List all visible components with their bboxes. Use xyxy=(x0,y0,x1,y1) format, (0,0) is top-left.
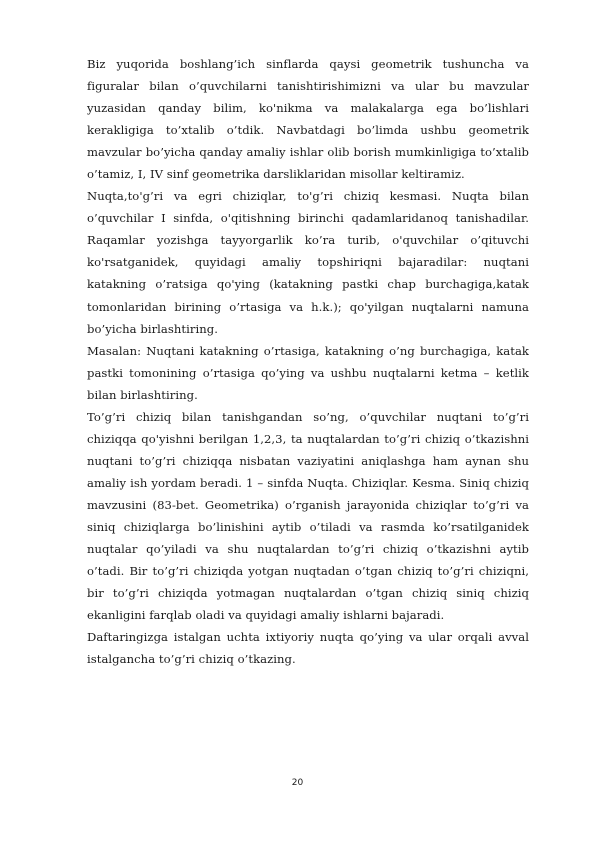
page-number: 20 xyxy=(291,778,304,788)
body-text xyxy=(87,53,529,670)
paragraph-intro: Biz yuqorida boshlang’ich sinflarda qaysi geometrik tushuncha va figuralar bilan o’quvchilarni tanishtirishimizni va ular bu mavzular yuzasidan qanday bilim, ko'nikma va malakalarga ega bo’lishlari kerakligiga to’xtalib o’tdik. Navbatdagi bo’limda ushbu geometrik mavzular bo’yicha qanday amaliy ishlar olib borish mumkinligiga to’xtalib o’tamiz, I, IV sinf geometrika darsliklaridan misollar keltiramiz. xyxy=(87,57,529,182)
paragraph-points-lines: Nuqta,to'g’ri va egri chiziqlar, to'g’ri chiziq kesmasi. Nuqta bilan o’quvchilar I sinfda, o'qitishning birinchi qadamlaridanoq tanishadilar. Raqamlar yozishga tayyorgarlik ko’ra turib, o'quvchilar o’qituvchi ko'rsatganidek, quyidagi amaliy topshiriqni bajaradilar: nuqtani katakning o’ratsiga qo'ying (katakning pastki chap burchagiga,katak tomonlaridan birining o’rtasiga va h.k.); qo'yilgan nuqtalarni namuna bo’yicha birlashtiring. xyxy=(87,189,529,336)
paragraph-straight-line: To’g’ri chiziq bilan tanishgandan so’ng, o’quvchilar nuqtani to’g’ri chiziqqa qo'yishni berilgan 1,2,3, ta nuqtalardan to’g’ri chiziq o’tkazishni nuqtani to’g’ri chiziqqa nisbatan vaziyatini aniqlashga ham aynan shu amaliy ish yordam beradi. 1 – sinfda Nuqta. Chiziqlar. Kesma. Siniq chiziq mavzusini (83-bet. Geometrika) o’rganish jarayonida chiziqlar to’g’ri va siniq chiziqlarga bo’linishini aytib o’tiladi va rasmda ko’rsatilganidek nuqtalar qo’yiladi va shu nuqtalardan to’g’ri chiziq o’tkazishni aytib o’tadi. Bir to’g’ri chiziqda yotgan nuqtadan o’tgan chiziq to’g’ri chiziqni, bir to’g’ri chiziqda yotmagan nuqtalardan o’tgan chiziq siniq chiziq ekanligini farqlab oladi va quyidagi amaliy ishlarni bajaradi. xyxy=(87,409,529,623)
paragraph-exercise: Daftaringizga istalgan uchta ixtiyoriy nuqta qo’ying va ular orqali avval istalgancha to’g’ri chiziq o’tkazing. xyxy=(87,630,529,667)
paragraph-example: Masalan: Nuqtani katakning o’rtasiga, katakning o’ng burchagiga, katak pastki tomonining o’rtasiga qo’ying va ushbu nuqtalarni ketma – ketlik bilan birlashtiring. xyxy=(87,343,529,402)
